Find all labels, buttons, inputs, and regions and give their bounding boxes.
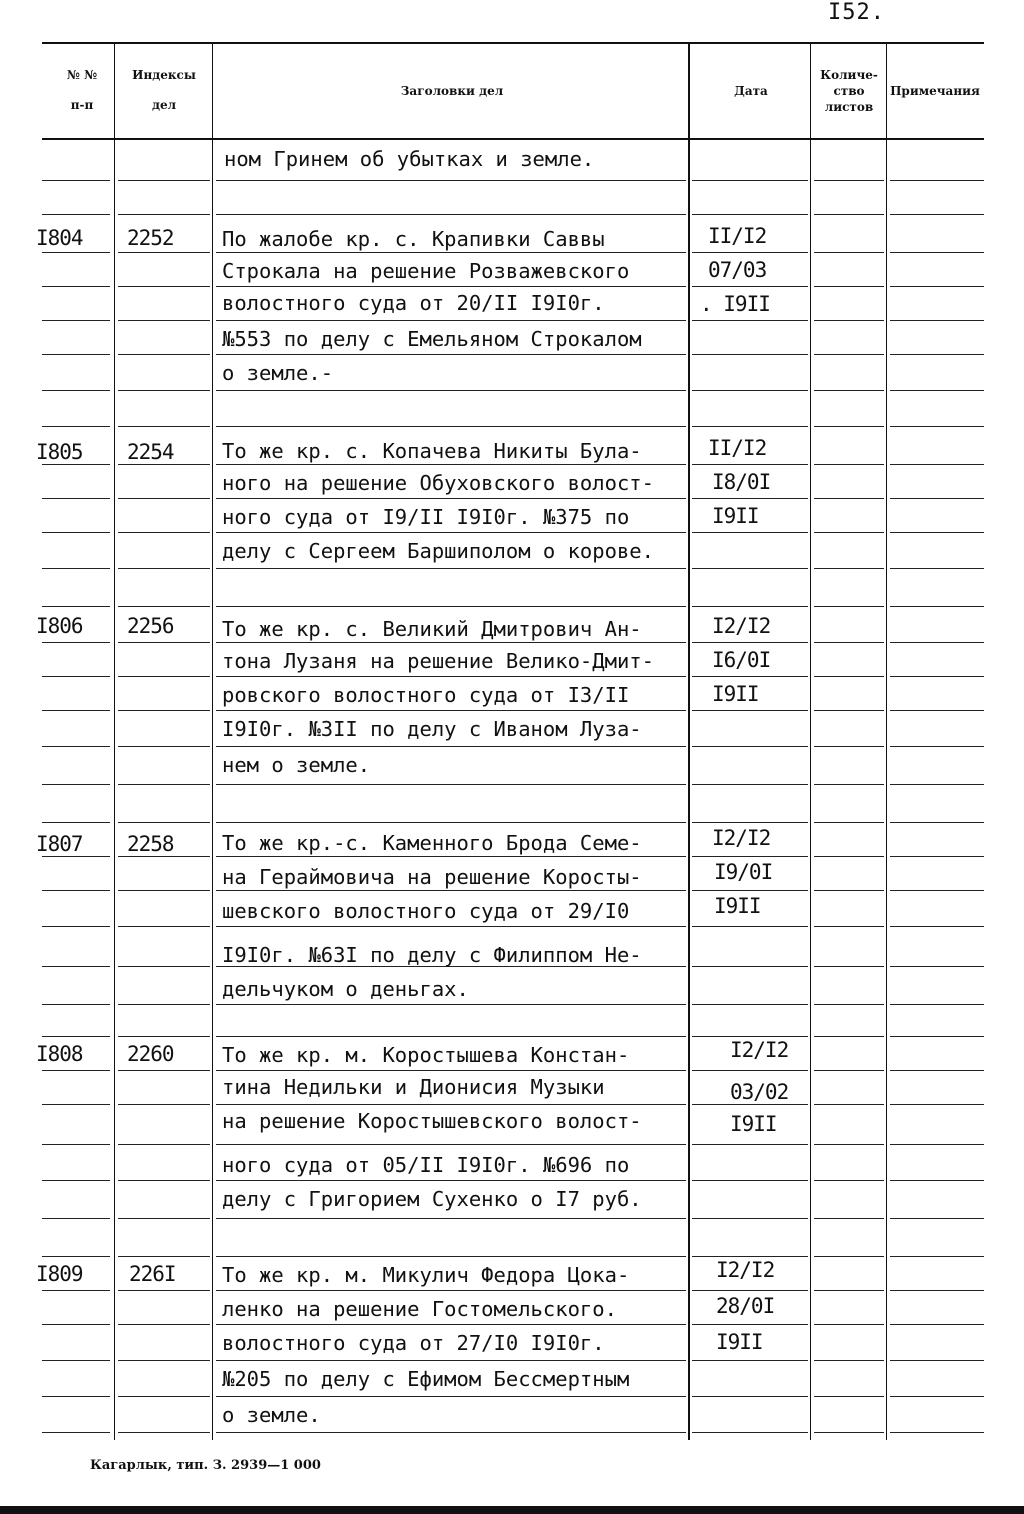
ruled-line (216, 710, 686, 711)
ruled-line (118, 1290, 210, 1291)
title-line: То же кр. с. Великий Дмитрович Ан- (222, 617, 642, 641)
record-number: I808 (36, 1042, 83, 1066)
ruled-line (216, 1396, 686, 1397)
ruled-line (890, 1070, 984, 1071)
ruled-line (692, 390, 808, 391)
record-index: 2260 (127, 1042, 174, 1066)
ruled-line (118, 784, 210, 785)
ruled-line (692, 676, 808, 677)
ruled-line (890, 822, 984, 823)
ruled-line (216, 926, 686, 927)
ruled-line (216, 1104, 686, 1105)
record-date: I6/0I (712, 648, 771, 672)
ruled-line (42, 1290, 110, 1291)
record-date: II/I2 (708, 224, 767, 248)
ruled-line (118, 856, 210, 857)
ruled-line (118, 890, 210, 891)
ruled-line (42, 426, 110, 427)
ruled-line (216, 822, 686, 823)
ruled-line (692, 464, 808, 465)
title-line: нем о земле. (222, 753, 371, 777)
record-date: I8/0I (712, 470, 771, 494)
ruled-line (42, 1180, 110, 1181)
ruled-line (42, 1256, 110, 1257)
ruled-line (814, 1432, 884, 1433)
ruled-line (216, 426, 686, 427)
ruled-line (118, 1360, 210, 1361)
header-date: Дата (734, 84, 768, 98)
header-count-2: ство (833, 84, 865, 98)
ruled-line (42, 746, 110, 747)
ruled-line (814, 966, 884, 967)
ruled-line (692, 966, 808, 967)
ruled-line (692, 1256, 808, 1257)
ruled-line (890, 568, 984, 569)
ruled-line (814, 464, 884, 465)
ruled-line (42, 498, 110, 499)
ruled-line (814, 1396, 884, 1397)
record-index: 2252 (127, 226, 174, 250)
ruled-line (692, 746, 808, 747)
ruled-line (118, 464, 210, 465)
title-line: По жалобе кр. с. Крапивки Саввы (222, 227, 605, 251)
record-date: 28/0I (716, 1294, 775, 1318)
header-title: Заголовки дел (400, 84, 504, 98)
ruled-line (814, 286, 884, 287)
ruled-line (814, 822, 884, 823)
ruled-line (118, 606, 210, 607)
ruled-line (692, 180, 808, 181)
ruled-line (118, 1104, 210, 1105)
ruled-line (814, 1036, 884, 1037)
ruled-line (692, 926, 808, 927)
ruled-line (692, 1396, 808, 1397)
header-index-top: Индексы (132, 68, 196, 82)
ruled-line (890, 464, 984, 465)
ruled-line (692, 710, 808, 711)
ruled-line (216, 1360, 686, 1361)
ruled-line (216, 642, 686, 643)
ruled-line (814, 214, 884, 215)
ruled-line (814, 426, 884, 427)
ruled-line (890, 286, 984, 287)
ruled-line (814, 1324, 884, 1325)
ruled-line (814, 252, 884, 253)
ruled-line (118, 1432, 210, 1433)
ruled-line (118, 1036, 210, 1037)
title-line: ного суда от I9/II I9I0г. №375 по (222, 505, 630, 529)
ruled-line (692, 1360, 808, 1361)
ruled-line (692, 784, 808, 785)
ruled-line (814, 1218, 884, 1219)
ruled-line (890, 1004, 984, 1005)
ruled-line (118, 966, 210, 967)
title-line: То же кр. м. Микулич Федора Цока- (222, 1263, 630, 1287)
ruled-line (890, 180, 984, 181)
ruled-line (42, 1004, 110, 1005)
title-line: на решение Коростышевского волост- (222, 1109, 642, 1133)
ruled-line (118, 822, 210, 823)
ruled-line (890, 784, 984, 785)
ruled-line (692, 1180, 808, 1181)
ruled-line (890, 1324, 984, 1325)
ruled-line (890, 746, 984, 747)
ruled-line (814, 1070, 884, 1071)
ruled-line (216, 676, 686, 677)
column-divider (212, 42, 213, 1440)
ruled-line (216, 532, 686, 533)
ruled-line (692, 1324, 808, 1325)
ruled-line (890, 1104, 984, 1105)
ruled-line (216, 1324, 686, 1325)
ruled-line (118, 252, 210, 253)
title-line: I9I0г. №3II по делу с Иваном Луза- (222, 717, 642, 741)
ruled-line (216, 1070, 686, 1071)
ruled-line (118, 926, 210, 927)
ruled-line (814, 746, 884, 747)
ruled-line (890, 320, 984, 321)
title-line: дельчуком о деньгах. (222, 977, 469, 1001)
ruled-line (42, 252, 110, 253)
ruled-line (814, 926, 884, 927)
ruled-line (42, 856, 110, 857)
ruled-line (692, 856, 808, 857)
record-number: I809 (36, 1262, 83, 1286)
ruled-line (890, 642, 984, 643)
ruled-line (42, 1144, 110, 1145)
record-number: I805 (36, 440, 83, 464)
ruled-line (814, 1360, 884, 1361)
title-line: То же кр.-с. Каменного Брода Семе- (222, 831, 642, 855)
ruled-line (890, 1360, 984, 1361)
ruled-line (42, 1036, 110, 1037)
ruled-line (118, 180, 210, 181)
ruled-line (216, 390, 686, 391)
ruled-line (216, 1144, 686, 1145)
ruled-line (42, 784, 110, 785)
ruled-line (814, 568, 884, 569)
record-date: I2/I2 (712, 614, 771, 638)
ruled-line (692, 1004, 808, 1005)
ruled-line (216, 286, 686, 287)
ruled-line (814, 390, 884, 391)
record-index: 226I (129, 1262, 176, 1286)
ruled-line (692, 642, 808, 643)
ruled-line (890, 214, 984, 215)
ruled-line (890, 676, 984, 677)
ruled-line (216, 1256, 686, 1257)
ruled-line (692, 252, 808, 253)
ruled-line (890, 1036, 984, 1037)
ruled-line (890, 606, 984, 607)
ruled-line (890, 856, 984, 857)
title-line: Строкала на решение Розважевского (222, 259, 630, 283)
ruled-line (216, 1290, 686, 1291)
ruled-line (216, 1036, 686, 1037)
ruled-line (216, 354, 686, 355)
record-number: I804 (36, 226, 83, 250)
ruled-line (216, 1432, 686, 1433)
ruled-line (42, 320, 110, 321)
title-line: То же кр. м. Коростышева Констан- (222, 1043, 630, 1067)
record-date: I2/I2 (730, 1038, 789, 1062)
ruled-line (890, 252, 984, 253)
record-date: 07/03 (708, 258, 767, 282)
ruled-line (118, 1180, 210, 1181)
header-count-3: листов (824, 100, 874, 114)
title-line: ном Гринем об убытках и земле. (224, 147, 595, 171)
ruled-line (42, 822, 110, 823)
ruled-line (890, 966, 984, 967)
ruled-line (814, 784, 884, 785)
column-divider (810, 42, 811, 1440)
header-index-bottom: дел (151, 98, 177, 112)
ruled-line (692, 1104, 808, 1105)
column-divider (886, 42, 887, 1440)
record-date: 03/02 (730, 1080, 789, 1104)
ruled-line (42, 710, 110, 711)
title-line: №553 по делу с Емельяном Строкалом (222, 327, 642, 351)
ruled-line (890, 1218, 984, 1219)
ruled-line (692, 1218, 808, 1219)
header-notes: Примечания (890, 84, 980, 98)
ruled-line (118, 532, 210, 533)
ruled-line (118, 1144, 210, 1145)
record-date: I9II (716, 1330, 763, 1354)
ruled-line (692, 320, 808, 321)
ruled-line (216, 1004, 686, 1005)
ruled-line (692, 1036, 808, 1037)
ruled-line (42, 1218, 110, 1219)
ruled-line (692, 426, 808, 427)
printer-imprint: Кагарлык, тип. З. 2939—1 000 (90, 1458, 321, 1473)
ruled-line (890, 1432, 984, 1433)
ruled-line (118, 676, 210, 677)
record-date: . I9II (700, 292, 770, 316)
ruled-line (692, 1144, 808, 1145)
ruled-line (118, 320, 210, 321)
title-line: делу с Григорием Сухенко о I7 руб. (222, 1187, 642, 1211)
ruled-line (890, 354, 984, 355)
record-number: I807 (36, 832, 83, 856)
ruled-line (890, 426, 984, 427)
ruled-line (890, 1180, 984, 1181)
ruled-line (118, 710, 210, 711)
ruled-line (890, 498, 984, 499)
ruled-line (692, 214, 808, 215)
header-num-bottom: п-п (70, 98, 94, 112)
ruled-line (890, 1144, 984, 1145)
ruled-line (118, 642, 210, 643)
ruled-line (42, 926, 110, 927)
ruled-line (118, 1396, 210, 1397)
record-index: 2258 (127, 832, 174, 856)
record-date: I9II (730, 1112, 777, 1136)
title-line: делу с Сергеем Баршиполом о корове. (222, 539, 654, 563)
ruled-line (42, 1360, 110, 1361)
ruled-line (42, 1104, 110, 1105)
ruled-line (890, 1256, 984, 1257)
ruled-line (216, 784, 686, 785)
ruled-line (216, 890, 686, 891)
ruled-line (814, 354, 884, 355)
ruled-line (814, 498, 884, 499)
record-date: I9II (712, 682, 759, 706)
ruled-line (216, 464, 686, 465)
ruled-line (692, 822, 808, 823)
ruled-line (42, 464, 110, 465)
header-num-top: № № (66, 68, 98, 82)
title-line: шевского волостного суда от 29/I0 (222, 899, 630, 923)
ruled-line (42, 286, 110, 287)
record-index: 2256 (127, 614, 174, 638)
ruled-line (814, 1144, 884, 1145)
ruled-line (890, 532, 984, 533)
header-top-border (42, 42, 984, 44)
ruled-line (216, 746, 686, 747)
record-date: I9/0I (714, 860, 773, 884)
ruled-line (216, 180, 686, 181)
title-line: на Гераймовича на решение Коросты- (222, 865, 642, 889)
title-line: №205 по делу с Ефимом Бессмертным (222, 1367, 630, 1391)
ruled-line (814, 710, 884, 711)
ruled-line (42, 1432, 110, 1433)
ruled-line (890, 710, 984, 711)
ruled-line (692, 568, 808, 569)
ruled-line (216, 606, 686, 607)
ruled-line (814, 180, 884, 181)
title-line: I9I0г. №63I по делу с Филиппом Не- (222, 943, 642, 967)
ruled-line (814, 1104, 884, 1105)
ruled-line (42, 966, 110, 967)
ruled-line (118, 1256, 210, 1257)
ruled-line (118, 286, 210, 287)
ruled-line (814, 532, 884, 533)
ruled-line (42, 390, 110, 391)
title-line: о земле. (222, 1403, 321, 1427)
ruled-line (118, 1324, 210, 1325)
record-date: I9II (714, 894, 761, 918)
record-date: II/I2 (708, 436, 767, 460)
ruled-line (216, 568, 686, 569)
ruled-line (890, 1290, 984, 1291)
title-line: ного суда от 05/II I9I0г. №696 по (222, 1153, 630, 1177)
column-divider (114, 42, 115, 1440)
scan-edge (0, 1506, 1024, 1514)
ruled-line (42, 890, 110, 891)
record-date: I9II (712, 504, 759, 528)
title-line: о земле.- (222, 361, 334, 385)
ruled-line (216, 1218, 686, 1219)
ruled-line (118, 498, 210, 499)
ruled-line (814, 856, 884, 857)
ruled-line (42, 214, 110, 215)
ruled-line (42, 606, 110, 607)
page-number: I52. (828, 0, 885, 25)
ruled-line (692, 606, 808, 607)
ruled-line (890, 926, 984, 927)
ruled-line (814, 1256, 884, 1257)
title-line: ровского волостного суда от I3/II (222, 683, 630, 707)
column-divider (688, 42, 690, 1440)
record-index: 2254 (127, 440, 174, 464)
ruled-line (42, 568, 110, 569)
title-line: волостного суда от 20/II I9I0г. (222, 291, 605, 315)
ruled-line (216, 1180, 686, 1181)
ruled-line (814, 1004, 884, 1005)
ruled-line (692, 354, 808, 355)
ruled-line (42, 180, 110, 181)
ruled-line (692, 1070, 808, 1071)
title-line: ного на решение Обуховского волост- (222, 471, 654, 495)
header-count-1: Количе- (820, 68, 878, 82)
ruled-line (118, 1070, 210, 1071)
ruled-line (42, 676, 110, 677)
ruled-line (216, 498, 686, 499)
ruled-line (814, 676, 884, 677)
ruled-line (814, 642, 884, 643)
ruled-line (42, 642, 110, 643)
ruled-line (118, 1218, 210, 1219)
ruled-line (692, 890, 808, 891)
record-date: I2/I2 (712, 826, 771, 850)
ruled-line (42, 1396, 110, 1397)
ruled-line (692, 286, 808, 287)
ruled-line (42, 1324, 110, 1325)
ruled-line (216, 320, 686, 321)
ruled-line (216, 252, 686, 253)
title-line: тона Лузаня на решение Велико-Дмит- (222, 649, 654, 673)
ruled-line (216, 214, 686, 215)
ruled-line (118, 746, 210, 747)
ruled-line (692, 1290, 808, 1291)
ruled-line (692, 532, 808, 533)
record-number: I806 (36, 614, 83, 638)
ruled-line (890, 890, 984, 891)
ruled-line (814, 320, 884, 321)
ruled-line (692, 498, 808, 499)
ruled-line (216, 856, 686, 857)
ruled-line (118, 568, 210, 569)
ruled-line (118, 354, 210, 355)
header-bottom-border (42, 138, 984, 140)
ruled-line (42, 354, 110, 355)
title-line: То же кр. с. Копачева Никиты Була- (222, 439, 642, 463)
ruled-line (118, 214, 210, 215)
ruled-line (890, 1396, 984, 1397)
ruled-line (118, 390, 210, 391)
ruled-line (890, 390, 984, 391)
ruled-line (814, 606, 884, 607)
ruled-line (42, 532, 110, 533)
ruled-line (118, 426, 210, 427)
title-line: ленко на решение Гостомельского. (222, 1297, 617, 1321)
ruled-line (814, 890, 884, 891)
title-line: волостного суда от 27/I0 I9I0г. (222, 1331, 605, 1355)
ruled-line (814, 1180, 884, 1181)
ruled-line (692, 1432, 808, 1433)
record-date: I2/I2 (716, 1258, 775, 1282)
ruled-line (118, 1004, 210, 1005)
ruled-line (814, 1290, 884, 1291)
ruled-line (42, 1070, 110, 1071)
title-line: тина Недильки и Дионисия Музыки (222, 1075, 605, 1099)
